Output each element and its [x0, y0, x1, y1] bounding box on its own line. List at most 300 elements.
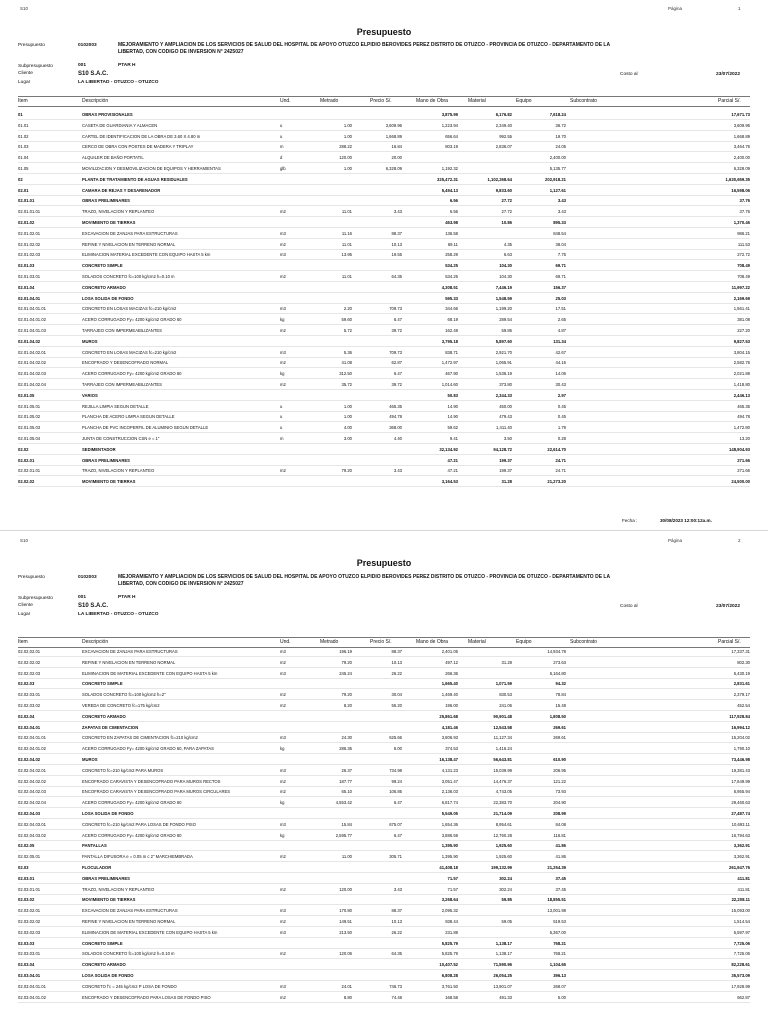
table-row: [18, 907, 750, 916]
row-equipo: 5.00: [557, 994, 566, 1000]
row-description: MOVIMIENTO DE TIERRAS: [82, 897, 136, 903]
row-material: 21,714.09: [493, 811, 512, 816]
row-metrado: 13.95: [341, 252, 352, 258]
row-description: OBRAS PRELIMINARES: [82, 457, 130, 463]
table-row: [18, 961, 750, 970]
row-description: CONCRETO ARMADO: [82, 713, 126, 719]
col-precio: Precio S/.: [370, 98, 392, 104]
row-mano-obra: 6,817.74: [441, 800, 458, 806]
row-unit: m3: [280, 983, 286, 989]
row-description: TARRAJEO CON IMPERMEABILIZANTES: [82, 328, 162, 333]
row-parcial: 465.35: [737, 403, 750, 409]
row-description: ACERO CORRUGADO Fy= 4200 kg/cm2 GRADO 60: [82, 317, 182, 323]
table-row: [18, 680, 750, 689]
row-equipo: 1,808.50: [549, 713, 566, 719]
row-price: 39.72: [391, 328, 402, 333]
page-separator: [0, 530, 768, 531]
row-equipo: 94.32: [555, 681, 566, 687]
row-parcial: 111.53: [737, 241, 750, 247]
row-item: 02.03.02.01: [18, 908, 41, 914]
row-parcial: 3,362.91: [733, 843, 750, 849]
row-price: 10.13: [391, 919, 402, 924]
row-mano-obra: 1,014.60: [441, 382, 458, 387]
row-description: ACERO CORRUGADO Fy= 4200 kg/cm2 GRADO 60: [82, 800, 182, 806]
table-row: [18, 111, 750, 120]
row-price: 3.43: [393, 209, 402, 215]
row-parcial: 708.49: [737, 274, 750, 279]
row-item: 02.01.04.02.02: [18, 360, 46, 366]
row-material: 1,925.60: [495, 854, 512, 860]
row-equipo: 69.71: [555, 263, 566, 269]
col-item: Item: [18, 639, 28, 645]
row-item: 02.02.05: [18, 843, 35, 849]
row-metrado: 41.08: [341, 360, 352, 366]
row-parcial: 17,928.99: [731, 983, 750, 989]
row-unit: d: [280, 155, 283, 161]
cost-date: 23/07/2022: [716, 72, 741, 77]
row-mano-obra: 656.64: [445, 133, 458, 139]
table-row: [18, 713, 750, 722]
row-unit: m3: [280, 767, 286, 773]
row-description: ELIMINACION DE MATERIAL EXCEDENTE CON EQUIPO HASTA 5 km: [82, 929, 218, 935]
row-description: CONCRETO SIMPLE: [82, 263, 123, 269]
row-metrado: 149.51: [339, 919, 352, 924]
row-mano-obra: 1,469.40: [441, 692, 458, 698]
row-equipo: 3.43: [557, 209, 566, 215]
row-description: TRAZO, NIVELACION Y REPLANTEO: [82, 468, 155, 474]
row-mano-obra: 1,395.90: [441, 843, 458, 849]
row-item: 02.01.04.01: [18, 295, 41, 301]
row-description: REFINE Y NIVELACION EN TERRENO NORMAL: [82, 919, 176, 924]
row-metrado: 1.00: [343, 166, 352, 171]
row-equipo: 73.93: [555, 789, 566, 795]
table-row: [18, 338, 750, 347]
row-unit: u: [280, 425, 283, 431]
row-material: 10.86: [501, 220, 512, 225]
row-material: 1,199.20: [495, 306, 512, 312]
row-equipo: 36.72: [555, 122, 566, 128]
row-material: 1,411.40: [496, 425, 512, 431]
row-mano-obra: 4,308.51: [441, 284, 458, 290]
row-mano-obra: 1,395.90: [441, 854, 458, 860]
row-equipo: 24.71: [555, 457, 566, 463]
row-price: 88.37: [391, 230, 402, 236]
row-description: ALQUILER DE BAÑO PORTATIL: [82, 155, 144, 161]
sub-name: PTAR H: [118, 63, 136, 68]
row-description: REFINE Y NIVELACION EN TERRENO NORMAL: [82, 241, 176, 247]
row-mano-obra: 14.90: [447, 403, 458, 409]
row-item: 01.03: [18, 144, 29, 150]
row-material: 56,643.81: [493, 757, 512, 762]
row-item: 02.02.01.01: [18, 468, 41, 474]
row-material: 830.53: [499, 692, 512, 698]
row-parcial: 16,598.06: [731, 187, 750, 193]
row-mano-obra: 47.21: [447, 468, 458, 474]
row-unit: m2: [280, 854, 286, 860]
table-row: [18, 972, 750, 981]
row-material: 71,590.96: [493, 962, 512, 968]
row-description: MUROS: [82, 338, 98, 344]
row-unit: m3: [280, 670, 286, 676]
row-equipo: 24.05: [555, 144, 566, 150]
row-item: 01.01: [18, 122, 29, 128]
row-material: 104.30: [499, 274, 512, 279]
document-title: Presupuesto: [356, 27, 412, 37]
row-mano-obra: 6.56: [449, 209, 458, 215]
row-material: 3.50: [503, 436, 512, 441]
row-description: LOSA SOLIDA DE FONDO: [82, 973, 134, 978]
row-description: SEDIMENTADOR: [82, 446, 116, 452]
row-material: 59.85: [501, 328, 512, 333]
row-item: 02.02.02.02: [18, 659, 41, 665]
sub-code: 001: [78, 595, 87, 600]
table-row: [18, 208, 750, 217]
row-mano-obra: 3,886.59: [441, 832, 458, 838]
col-subcontrato: Subcontrato: [570, 98, 597, 104]
row-metrado: 2.20: [343, 306, 352, 312]
row-material: 31.28: [501, 479, 512, 485]
row-equipo: 25.03: [555, 295, 566, 301]
row-description: LOSA SOLIDA DE FONDO: [82, 295, 134, 301]
page-number: 2: [738, 538, 741, 543]
col-descripcion: Descripción: [82, 639, 109, 645]
row-mano-obra: 3,795.18: [441, 338, 458, 344]
row-unit: m2: [280, 778, 286, 784]
row-item: 02.01.02.03: [18, 252, 41, 258]
row-mano-obra: 9.41: [449, 436, 458, 441]
row-item: 01.05: [18, 166, 29, 171]
row-description: SOLADOS CONCRETO fc=100 kg/cm2 h=0.10 m: [82, 951, 175, 957]
row-material: 1,138.17: [495, 940, 512, 946]
row-mano-obra: 6.56: [449, 198, 458, 204]
row-unit: m2: [280, 703, 286, 708]
row-mano-obra: 32,134.92: [439, 446, 458, 452]
row-item: 02.03.04.01.01: [18, 983, 46, 989]
row-material: 199.37: [499, 457, 512, 463]
row-mano-obra: 803.19: [445, 144, 458, 150]
place: LA LIBERTAD - OTUZCO - OTUZCO: [78, 612, 159, 617]
row-parcial: 3,804.15: [733, 349, 750, 355]
row-item: 02.03.04.01.02: [18, 994, 46, 1000]
row-mano-obra: 325,472.31: [437, 176, 458, 182]
row-equipo: 848.54: [553, 230, 566, 236]
table-row: [18, 413, 750, 422]
row-description: FLOCULADOR: [82, 865, 112, 870]
row-equipo: 30.43: [555, 382, 566, 387]
table-row: [18, 424, 750, 433]
row-price: 6,328.09: [385, 166, 402, 171]
row-mano-obra: 258.29: [445, 252, 458, 258]
row-description: VARIOS: [82, 392, 98, 398]
row-item: 02.01.04.02.03: [18, 371, 46, 377]
row-item: 02.02.05.01: [18, 854, 41, 860]
col-material: Material: [468, 98, 486, 104]
row-parcial: 2,831.61: [733, 681, 750, 687]
row-item: 02.02.04.02.03: [18, 789, 46, 795]
row-item: 02.01.02: [18, 220, 35, 225]
sub-name: PTAR H: [118, 595, 136, 600]
col-metrado: Metrado: [320, 639, 339, 645]
row-item: 02.03.02: [18, 897, 35, 903]
row-item: 02.02.03.01: [18, 692, 41, 698]
row-equipo: 37.45: [555, 875, 566, 881]
row-mano-obra: 3,806.93: [441, 735, 458, 741]
row-parcial: 261,947.76: [729, 865, 750, 870]
row-equipo: 768.21: [553, 940, 566, 946]
row-material: 90,901.48: [493, 713, 512, 719]
row-parcial: 6,328.09: [733, 166, 750, 171]
row-material: 992.55: [499, 133, 512, 139]
costo-al-label: Costo al: [620, 604, 638, 609]
row-item: 02: [18, 176, 23, 182]
row-material: 1,925.60: [495, 843, 512, 849]
table-row: [18, 875, 750, 884]
row-mano-obra: 25,861.68: [439, 713, 458, 719]
row-mano-obra: 595.33: [445, 295, 458, 301]
table-row: [18, 154, 750, 163]
row-material: 59.05: [501, 919, 512, 924]
row-mano-obra: 374.53: [445, 746, 458, 752]
col-equipo: Equipo: [516, 98, 532, 104]
row-item: 02.01.04: [18, 284, 35, 290]
lugar-label: Lugar: [18, 612, 31, 617]
row-metrado: 170.80: [339, 908, 352, 914]
table-row: [18, 745, 750, 754]
table-row: [18, 403, 750, 412]
row-metrado: 15.84: [341, 821, 352, 827]
row-price: 6.47: [393, 800, 402, 806]
row-unit: kg: [280, 832, 285, 838]
row-unit: m2: [280, 692, 286, 698]
table-row: [18, 446, 750, 455]
row-mano-obra: 3,875.99: [441, 112, 458, 117]
row-parcial: 117,928.84: [729, 713, 750, 719]
table-row: [18, 788, 750, 797]
row-parcial: 37.76: [739, 198, 750, 204]
row-equipo: 17.51: [555, 306, 566, 312]
row-parcial: 17,671.73: [731, 112, 750, 117]
row-unit: m3: [280, 929, 286, 935]
row-mano-obra: 1,665.40: [441, 681, 458, 687]
row-unit: m2: [280, 659, 286, 665]
row-material: 450.00: [499, 403, 512, 409]
row-unit: m2: [280, 241, 286, 247]
row-metrado: 2,595.77: [335, 832, 352, 838]
row-price: 62.87: [391, 360, 402, 366]
row-parcial: 986.21: [737, 230, 750, 236]
row-description: OBRAS PROVISIONALES: [82, 112, 133, 117]
row-equipo: 6,164.80: [549, 670, 566, 676]
row-equipo: 2.65: [557, 317, 566, 323]
row-parcial: 6,955.94: [733, 789, 750, 795]
row-metrado: 79.20: [341, 468, 352, 474]
row-description: CERCO DE OBRA CON POSTES DE MADERA Y TRIPLAY: [82, 144, 194, 150]
row-material: 1,065.91: [495, 360, 512, 366]
row-description: PANTALLAS: [82, 843, 107, 849]
row-unit: kg: [280, 746, 285, 752]
row-mano-obra: 3,761.50: [441, 983, 458, 989]
row-price: 64.35: [391, 274, 402, 279]
row-parcial: 2,582.76: [733, 360, 750, 366]
row-description: ENCOFRADO Y DESENCOFRADO NORMAL: [82, 360, 169, 366]
row-unit: m: [280, 144, 284, 150]
row-price: 734.98: [389, 767, 402, 773]
row-item: 02.01.02.02: [18, 241, 41, 247]
row-mano-obra: 10,407.52: [439, 962, 458, 968]
row-material: 1,071.59: [495, 681, 512, 687]
table-row: [18, 143, 750, 152]
row-price: 99.24: [391, 778, 402, 784]
row-equipo: 38.04: [555, 241, 566, 247]
row-parcial: 1,472.80: [733, 425, 750, 431]
row-mano-obra: 463.98: [445, 220, 458, 225]
row-price: 10.13: [391, 241, 402, 247]
table-row: [18, 370, 750, 379]
row-material: 11,127.34: [493, 735, 512, 741]
row-unit: m2: [280, 886, 286, 892]
row-material: 22,383.70: [493, 800, 512, 806]
row-description: CAMARA DE REJAS Y DESARENADOR: [82, 187, 161, 193]
row-unit: kg: [280, 317, 285, 323]
row-description: MOVIMIENTO DE TIERRAS: [82, 479, 136, 485]
table-row: [18, 327, 750, 336]
row-metrado: 11.01: [341, 209, 352, 215]
row-metrado: 4.00: [343, 425, 352, 431]
row-parcial: 17,649.99: [731, 778, 750, 784]
row-description: REFINE Y NIVELACION EN TERRENO NORMAL: [82, 659, 176, 665]
project-code: 0102003: [78, 575, 97, 580]
row-metrado: 11.00: [341, 854, 352, 860]
row-description: LOSA SOLIDA DE FONDO: [82, 811, 134, 816]
row-mano-obra: 3,051.47: [441, 778, 458, 784]
row-description: CONCRETO SIMPLE: [82, 940, 123, 946]
row-mano-obra: 16,138.47: [439, 757, 458, 762]
row-material: 491.33: [499, 994, 512, 1000]
fecha-value: 30/08/2023 12:00:12a.m.: [660, 518, 712, 523]
row-parcial: 271.66: [737, 457, 750, 463]
row-mano-obra: 3,164.53: [441, 479, 458, 485]
row-metrado: 245.24: [339, 670, 352, 676]
row-material: 302.24: [499, 875, 512, 881]
row-equipo: 156.37: [553, 284, 566, 290]
table-row: [18, 778, 750, 787]
row-material: 2,344.33: [495, 392, 512, 398]
row-description: CONCRETO fc=210 kg/cm2 PARA LOSAS DE FONDO PISO: [82, 821, 196, 827]
row-metrado: 286.35: [339, 746, 352, 752]
row-unit: glb: [280, 166, 286, 171]
table-row: [18, 197, 750, 206]
row-price: 465.35: [389, 403, 402, 409]
row-material: 1,548.59: [495, 295, 512, 301]
row-item: 02.01.01.01: [18, 209, 41, 215]
row-item: 02.02.04.03.02: [18, 832, 46, 838]
cliente-label: Cliente: [18, 603, 33, 608]
row-equipo: 37.45: [555, 886, 566, 892]
client-name: S10 S.A.C.: [78, 71, 109, 77]
software-label: S10: [20, 6, 29, 11]
row-material: 104.30: [499, 263, 512, 269]
row-metrado: 4,553.42: [335, 800, 352, 806]
row-item: 02.03.03: [18, 940, 35, 946]
row-unit: m3: [280, 821, 286, 827]
row-description: TRAZO, NIVELACION Y REPLANTEO: [82, 886, 155, 892]
row-price: 88.37: [391, 908, 402, 914]
row-equipo: 22,614.70: [547, 446, 566, 452]
row-description: MOVIMIENTO DE TIERRAS: [82, 220, 136, 225]
row-metrado: 1.00: [343, 414, 352, 420]
subpresupuesto-label: Subpresupuesto: [18, 596, 53, 601]
row-item: 02.02.04: [18, 713, 35, 719]
row-description: TRAZO, NIVELACION Y REPLANTEO: [82, 209, 155, 215]
row-description: PLANTA DE TRATAMIENTO DE AGUAS RESIDUALES: [82, 176, 188, 182]
row-material: 7,446.19: [495, 284, 512, 290]
row-description: EXCAVACION DE ZANJAS PARA ESTRUCTURAS: [82, 230, 178, 236]
row-equipo: 7.75: [557, 252, 566, 258]
row-description: TARRAJEO CON IMPERMEABILIZANTES: [82, 382, 162, 387]
row-unit: m3: [280, 306, 286, 312]
table-row: [18, 122, 750, 131]
row-material: 5,897.60: [495, 338, 512, 344]
row-mano-obra: 1,192.32: [441, 166, 458, 171]
row-parcial: 2,400.00: [733, 155, 750, 161]
row-metrado: 1.00: [343, 403, 352, 409]
row-mano-obra: 2,401.05: [441, 649, 458, 654]
col-mano-obra: Mano de Obra: [416, 98, 448, 104]
row-equipo: 24.71: [555, 468, 566, 474]
row-price: 3.43: [393, 886, 402, 892]
table-row: [18, 295, 750, 304]
row-material: 1,102,268.64: [487, 176, 512, 182]
row-price: 3,609.96: [385, 122, 402, 128]
row-description: PLANCHA DE ACERO LIMPIA SEGUN DETALLE: [82, 414, 175, 420]
row-material: 2,921.70: [495, 349, 512, 355]
row-equipo: 21,273.20: [547, 479, 566, 485]
row-mano-obra: 136.58: [445, 230, 458, 236]
row-item: 02.01.05.02: [18, 414, 41, 420]
row-item: 02.02: [18, 446, 29, 452]
table-row: [18, 305, 750, 314]
row-equipo: 21,254.39: [547, 865, 566, 870]
row-description: MOVILIZACION Y DESMOVILIZACION DE EQUIPOS Y HERRAMIENTAS: [82, 166, 221, 171]
row-equipo: 42.67: [555, 349, 566, 355]
row-price: 746.73: [389, 983, 402, 989]
row-metrado: 8.80: [343, 994, 352, 1000]
table-row: [18, 133, 750, 142]
row-parcial: 17,337.31: [731, 649, 750, 654]
row-unit: m2: [280, 360, 286, 366]
row-parcial: 2,379.17: [733, 692, 750, 698]
row-item: 02.01.04.01.03: [18, 328, 46, 333]
row-mano-obra: 162.48: [445, 328, 458, 333]
row-description: ENCOFRADO Y DESENCOFRADO PARA LOSAS DE FONDO PISO: [82, 994, 211, 1000]
row-item: 02.02.04.03: [18, 811, 41, 816]
row-unit: m3: [280, 252, 286, 258]
row-description: ACERO CORRUGADO Fy= 4200 kg/cm2 GRADO 60, PARA ZAPATAS: [82, 746, 214, 752]
row-description: CONCRETO ARMADO: [82, 284, 126, 290]
place: LA LIBERTAD - OTUZCO - OTUZCO: [78, 80, 159, 85]
row-equipo: 204.90: [553, 800, 566, 806]
row-mano-obra: 5,825.79: [441, 951, 458, 957]
row-price: 64.35: [391, 951, 402, 957]
row-mano-obra: 3,268.64: [441, 897, 458, 903]
row-item: 02.01: [18, 187, 29, 193]
row-material: 2,836.07: [495, 144, 512, 150]
row-parcial: 24,500.00: [731, 479, 750, 485]
row-unit: m2: [280, 328, 286, 333]
row-mano-obra: 534.25: [445, 263, 458, 269]
row-equipo: 41.86: [555, 854, 566, 860]
row-equipo: 208.99: [553, 811, 566, 816]
